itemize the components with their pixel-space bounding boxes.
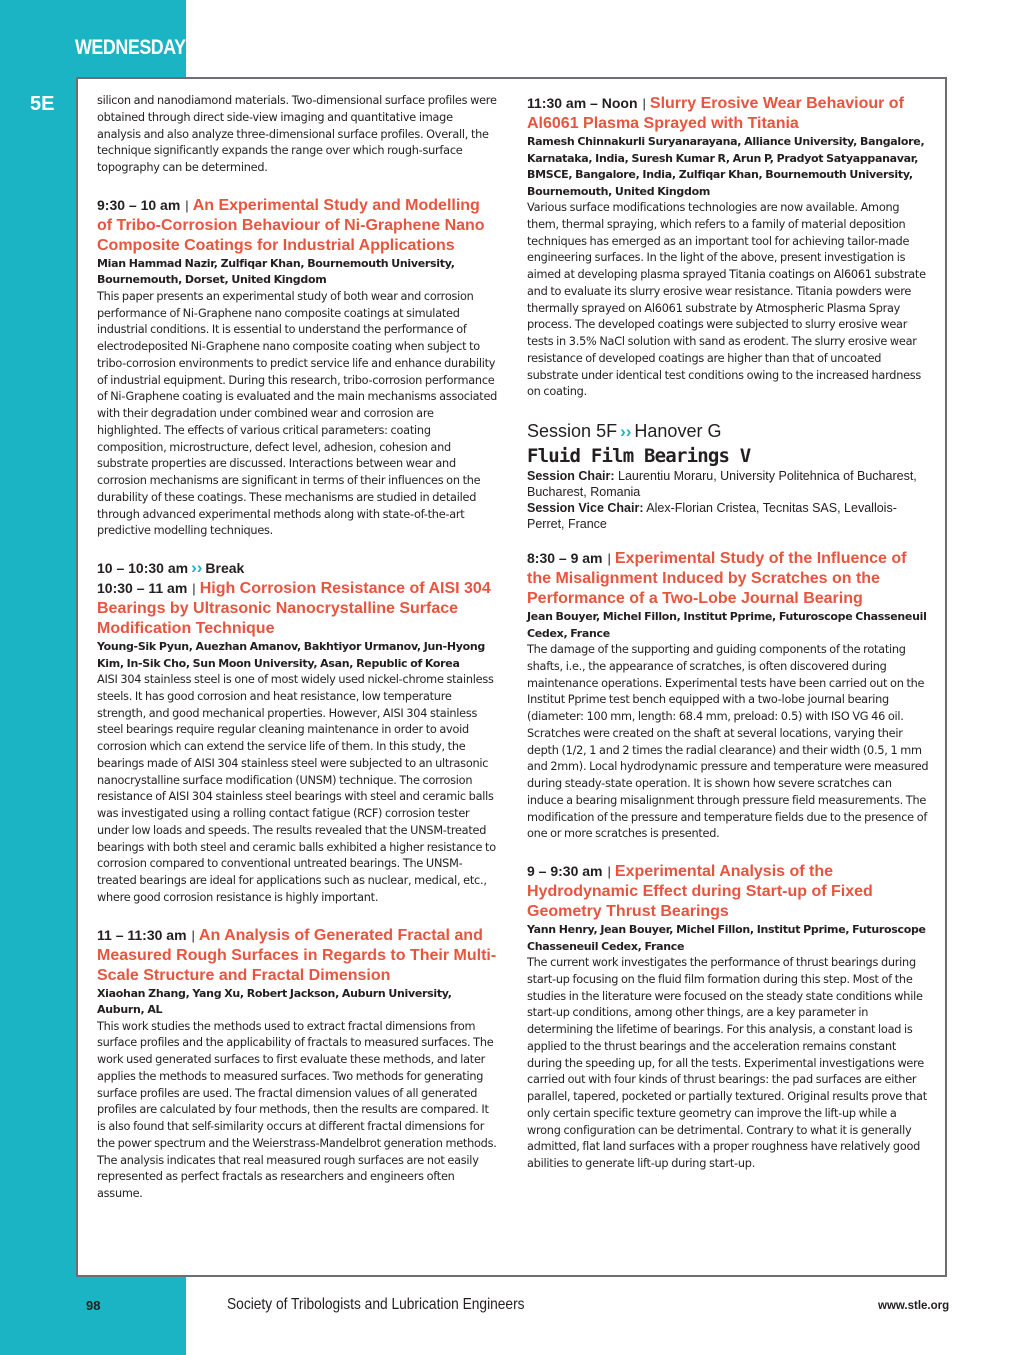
footer-url: www.stle.org xyxy=(878,1300,950,1312)
talk-title: An Experimental Study and Modelling of Tribo-Corrosion Behaviour of Ni-Graphene Nano Composite Coatings for Industrial Applications xyxy=(97,196,485,254)
talk-block xyxy=(97,578,499,907)
talk-abstract: This paper presents an experimental study of both wear and corrosion performance of Ni-Graphene nano composite coatings at simulated industrial conditions. It is essential to understand the performance of electrodeposited Ni-Graphene nano composite coating when subject to tribo-corrosion environments to predict service life and enhance durability of industrial equipment. During this research, tribo-corrosion performance of Ni-Graphene coating is evaluated and the main mechanisms associated with their degradation under combined wear and corrosion are highlighted. The effects of various critical parameters: coating composition, microstructure, defect level, adhesion, cohesion and substrate properties are discussed. Interactions between wear and corrosion mechanisms are significant in terms of their influences on the durability of these coatings. These mechanisms are studied in detailed through advanced experimental methods along with state-of-the-art predictive modelling techniques. xyxy=(97,289,498,538)
talk-time: 11:30 am – Noon xyxy=(527,95,638,111)
break-time: 10 – 10:30 am xyxy=(97,560,189,576)
talk-authors: Mian Hammad Nazir, Zulfiqar Khan, Bournemouth University, Bournemouth, Dorset, United Kingdom xyxy=(97,256,455,287)
section-tab: 5E xyxy=(30,93,55,115)
talk-abstract: The current work investigates the performance of thrust bearings during start-up focusing on the fluid film formation during this step. Most of the studies in the literature were focused on the steady state conditions while start-up conditions, among other things, are a key parameter in determining the lifetime of bearings. For this analysis, a constant load is applied to the thrust bearings and the acceleration remains constant during the speeding up, for all the tests. Experimental investigations were carried out with four kinds of thrust bearings: the pad surfaces are either parallel, tapered, pocketed or partially textured. Original results prove that only certain specific texture geometry can improve the lift-up while a wrong configuration can be detrimental. Contrary to what it is generally admitted, flat land surfaces with a proper roughness have relatively good abilities to generate lift-up during start-up. xyxy=(527,956,927,1170)
talk-authors: Xiaohan Zhang, Yang Xu, Robert Jackson, Auburn University, Auburn, AL xyxy=(97,986,452,1016)
session-title: Fluid Film Bearings V xyxy=(527,445,751,467)
talk-abstract: AISI 304 stainless steel is one of most widely used nickel-chrome stainless steels. It has good corrosion and heat resistance, low temperature strength, and good mechanical properties. However, AISI 304 stainless steel bearings require regular cleaning maintenance in order to avoid corrosion which can extend the service life of them. In this study, the bearings made of AISI 304 stainless steel were subjected to an ultrasonic nanocrystalline surface modification (UNSM) technique. The corrosion resistance of AISI 304 stainless steel bearings with steel and ceramic balls was investigated using a rolling contact fatigue (RCF) corrosion tester under low loads and speeds. The results revealed that the UNSM-treated bearings with both steel and ceramic balls exhibited a higher resistance to corrosion compared to conventional untreated bearings. The UNSM-treated bearings are ideal for applications such as nuclear, medical, etc., where good corrosion resistance is highly important. xyxy=(97,673,496,904)
talk-heading xyxy=(527,548,929,609)
talk-title: High Corrosion Resistance of AISI 304 Bearings by Ultrasonic Nanocrystalline Surface Modification Technique xyxy=(97,580,491,637)
talk-authors: Young-Sik Pyun, Auezhan Amanov, Bakhtiyor Urmanov, Jun-Hyong Kim, In-Sik Cho, Sun Moon University, Asan, Republic of Korea xyxy=(97,640,485,670)
chevron-right-icon: ›› xyxy=(191,558,203,577)
talk-heading xyxy=(527,93,929,134)
talk-block xyxy=(97,195,499,540)
session-chair xyxy=(527,468,929,500)
left-column xyxy=(97,93,499,1221)
right-column xyxy=(527,93,929,1191)
session-vice-chair-name: Alex-Florian Cristea, Tecnitas SAS, Levallois-Perret, France xyxy=(527,501,897,531)
talk-time: 10:30 – 11 am xyxy=(97,580,188,596)
talk-title: Experimental Study of the Influence of the Misalignment Induced by Scratches on the Performance of a Two-Lobe Journal Bearing xyxy=(527,550,907,607)
talk-title: Slurry Erosive Wear Behaviour of Al6061 Plasma Sprayed with Titania xyxy=(527,95,904,132)
talk-abstract: The damage of the supporting and guiding components of the rotating shafts, i.e., the appearance of scratches, is often discovered during maintenance operations. Experimental tests have been carried out on the Institut Pprime test bench equipped with a two-lobe journal bearing (diameter: 100 mm, length: 68.4 mm, preload: 0.5) with ISO VG 46 oil. Scratches were created on the shaft at several locations, varying their depth (1/2, 1 and 2 times the radial clearance) and their width (0.5, 1 mm and 2mm). Local hydrodynamic pressure and temperature were measured during steady-state operation. It is shown how severe scratches can induce a bearing misalignment through pressure field measurements. The modification of the pressure and temperature fields due to the presence of one or more scratches is presented. xyxy=(527,643,929,841)
session-line xyxy=(527,419,929,444)
talk-authors: Yann Henry, Jean Bouyer, Michel Fillon, Institut Pprime, Futuroscope Chasseneuil Cedex, France xyxy=(527,923,926,953)
day-label: WEDNESDAY xyxy=(75,36,186,59)
talk-time: 11 – 11:30 am xyxy=(97,926,187,943)
talk-heading xyxy=(97,195,499,256)
session-chair-name: Laurentiu Moraru, University Politehnica of Bucharest, Bucharest, Romania xyxy=(527,469,917,499)
session-code: 5F xyxy=(596,421,618,441)
talk-abstract: This work studies the methods used to extract fractal dimensions from surface profiles and the applicability of fractals to measured surfaces. The work used generated surfaces to first evaluate these methods, and later applies the methods to measured surfaces. Two methods for generating surface profiles are used. The fractal dimension values of all generated profiles are calculated by four methods, then the results are compared. It is also found that self-similarity occurs at different fractal dimensions for the power spectrum and the Weierstrass-Mandelbrot generation methods. The analysis indicates that real measured rough surfaces are not easily represented as perfect fractals as researchers and engineers often assume. xyxy=(97,1019,497,1200)
talk-block xyxy=(527,861,929,1173)
talk-time: 9:30 – 10 am xyxy=(97,196,181,213)
break-line xyxy=(97,558,499,578)
talk-heading xyxy=(97,578,499,639)
divider-bar: | xyxy=(192,581,196,596)
talk-title: An Analysis of Generated Fractal and Measured Rough Surfaces in Regards to Their Multi-Scale Structure and Fractal Dimension xyxy=(97,926,497,984)
talk-time: 8:30 – 9 am xyxy=(527,550,603,566)
chevron-right-icon: ›› xyxy=(620,422,632,441)
break-label: Break xyxy=(205,560,245,576)
divider-bar: | xyxy=(607,551,611,566)
talk-abstract: Various surface modifications technologies are now available. Among them, thermal spraying, which refers to a family of material deposition techniques has emerged as an important tool for achieving tailor-made engineering surfaces. In the light of the above, present investigation is aimed at developing plasma sprayed Titania coatings on Al6061 substrate and to evaluate its slurry erosive wear resistance. Titania powders were thermally sprayed on Al6061 substrate by Atmospheric Plasma Spray process. The developed coatings were subjected to slurry erosive wear tests in 3.5% NaCl solution with sand as erodent. The slurry erosive wear resistance of developed coatings are higher than that of uncoated substrate under identical test conditions owing to the increased hardness on coating. xyxy=(527,201,926,399)
footer-organization: Society of Tribologists and Lubrication Engineers xyxy=(227,1296,525,1313)
session-vice-chair xyxy=(527,500,929,532)
session-prefix: Session xyxy=(527,421,592,441)
session-vice-chair-label: Session Vice Chair: xyxy=(527,501,644,515)
talk-authors: Ramesh Chinnakurli Suryanarayana, Alliance University, Bangalore, Karnataka, India, Suresh Kumar R, Arun P, Pradyot Satyappanavar, BMSCE, Bangalore, India, Zulfiqar Khan, Bournemouth University, Bournemouth, United Kingdom xyxy=(527,135,925,198)
talk-authors: Jean Bouyer, Michel Fillon, Institut Pprime, Futuroscope Chasseneuil Cedex, France xyxy=(527,610,927,640)
divider-bar: | xyxy=(191,927,195,943)
talk-block xyxy=(527,548,929,843)
intro-text: silicon and nanodiamond materials. Two-dimensional surface profiles were obtained through direct side-view imaging and quantitative image analysis and also analyze three-dimensional surface profiles. Overall, the technique significantly expands the range over which rough-surface topography can be determined. xyxy=(97,94,497,174)
talk-time: 9 – 9:30 am xyxy=(527,863,603,879)
talk-title: Experimental Analysis of the Hydrodynamic Effect during Start-up of Fixed Geometry Thrust Bearings xyxy=(527,863,873,920)
page-number: 98 xyxy=(86,1298,101,1313)
divider-bar: | xyxy=(642,96,646,111)
talk-block xyxy=(527,93,929,401)
session-chair-label: Session Chair: xyxy=(527,469,615,483)
talk-heading xyxy=(97,925,499,986)
divider-bar: | xyxy=(607,864,611,879)
session-room: Hanover G xyxy=(634,421,722,441)
talk-heading xyxy=(527,861,929,922)
divider-bar: | xyxy=(185,197,189,213)
talk-block xyxy=(97,925,499,1203)
